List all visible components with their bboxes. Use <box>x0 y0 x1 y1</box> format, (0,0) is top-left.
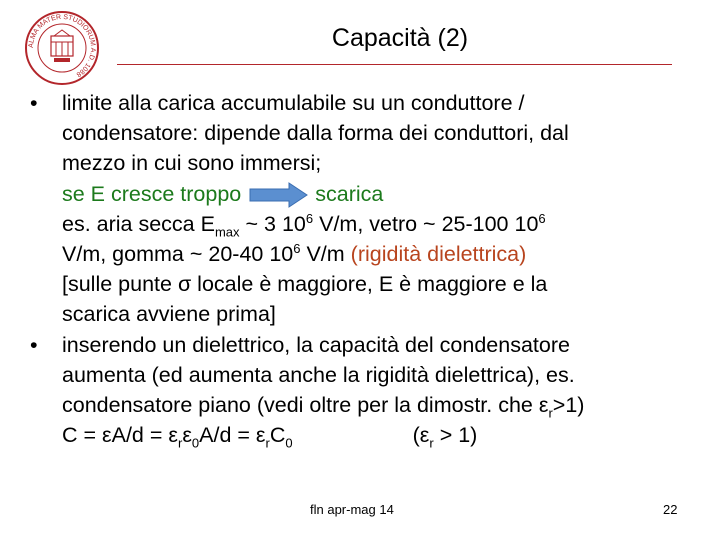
subscript: r <box>177 435 183 451</box>
text-run: condensatore piano (vedi oltre per la dimostr. che ε <box>62 393 549 418</box>
right-arrow-icon <box>249 182 309 208</box>
text-run: C <box>269 423 286 448</box>
formula-line <box>62 420 716 450</box>
superscript: 6 <box>305 210 314 226</box>
text-run: V/m <box>300 242 351 267</box>
bullet-line: inserendo un dielettrico, la capacità del condensatore <box>62 332 570 357</box>
condition-text: se E cresce troppo <box>62 181 242 206</box>
text-run: es. aria secca E <box>62 211 215 236</box>
bullet-line <box>62 239 716 269</box>
bullet-line <box>62 209 716 239</box>
bullet-dot: • <box>30 91 38 115</box>
bullet-line: aumenta (ed aumenta anche la rigidità dielettrica), es. <box>62 362 575 387</box>
text-run: (ε <box>412 423 430 448</box>
bullet-dot: • <box>30 332 38 357</box>
university-seal-logo <box>24 10 100 86</box>
text-run: V/m, vetro ~ 25-100 10 <box>313 211 539 236</box>
subscript: r <box>265 435 270 451</box>
bullet-item <box>26 88 716 330</box>
bullet-line: mezzo in cui sono immersi; <box>62 151 322 176</box>
subscript: 0 <box>191 435 200 451</box>
subscript: 0 <box>285 435 293 451</box>
superscript: 6 <box>293 240 301 256</box>
slide-content <box>26 88 716 450</box>
subscript: r <box>429 435 434 451</box>
text-run: ~ 3 10 <box>239 211 306 236</box>
page-number: 22 <box>663 502 678 517</box>
text-run: >1) <box>552 393 585 418</box>
svg-text:ALMA MATER STUDIORUM A.D. 1088: ALMA MATER STUDIORUM A.D. 1088 <box>27 13 97 78</box>
text-run: > 1) <box>433 423 478 448</box>
text-run: A/d = ε <box>199 423 266 448</box>
highlight-text: (rigidità dielettrica) <box>350 242 527 267</box>
subscript: r <box>548 405 553 421</box>
bullet-line <box>62 390 716 420</box>
title-divider <box>117 64 672 65</box>
footer-text: fln apr-mag 14 <box>310 502 394 517</box>
text-run: ε <box>182 423 192 448</box>
bullet-line: limite alla carica accumulabile su un conduttore / <box>62 91 525 115</box>
bullet-line: scarica avviene prima] <box>62 302 276 327</box>
bullet-line-green <box>62 179 716 209</box>
slide-title: Capacità (2) <box>331 24 469 52</box>
bullet-line: [sulle punte σ locale è maggiore, E è maggiore e la <box>62 272 548 297</box>
result-text: scarica <box>315 181 384 206</box>
superscript: 6 <box>538 210 546 226</box>
text-run: C = εA/d = ε <box>62 423 178 448</box>
bullet-line: condensatore: dipende dalla forma dei conduttori, dal <box>62 121 569 146</box>
bullet-item <box>26 330 716 451</box>
text-run: V/m, gomma ~ 20-40 10 <box>62 242 294 267</box>
subscript: max <box>214 224 240 240</box>
